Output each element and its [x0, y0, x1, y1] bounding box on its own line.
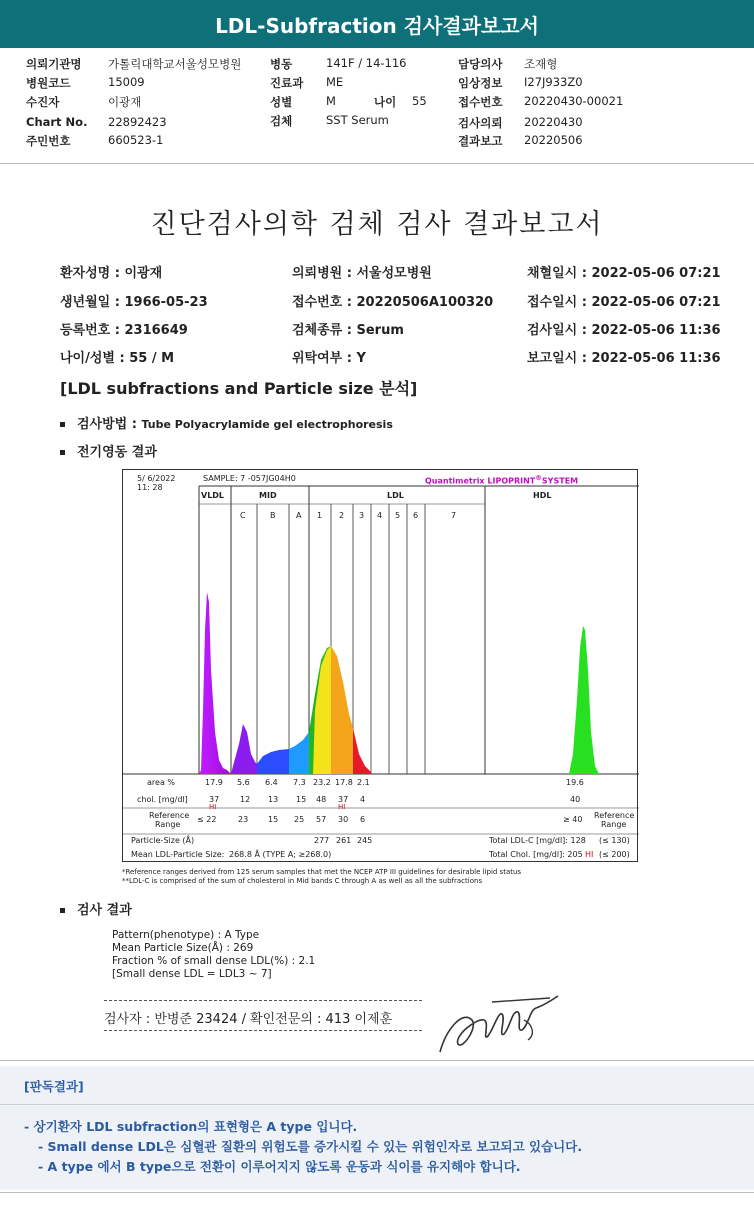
band-label: A [296, 511, 302, 520]
size-value: 261 [336, 836, 352, 845]
ref-value: ≤ 22 [197, 815, 217, 824]
signature-bottom-rule [104, 1030, 422, 1031]
receipt-number: 접수번호 : 20220506A100320 [292, 295, 494, 310]
electrophoresis-heading [60, 441, 157, 460]
age-sex: 나이/성별 : 55 / M [60, 351, 175, 366]
info-label: 검사의뢰 [458, 116, 503, 130]
info-label: 접수번호 [458, 95, 503, 109]
ref-label-2: Range [155, 820, 181, 829]
size-value: 277 [314, 836, 330, 845]
divider [0, 1060, 754, 1061]
lipoprint-chart [122, 469, 638, 862]
specimen-type: 검체종류 : Serum [292, 323, 404, 338]
area-value: 19.6 [566, 778, 584, 787]
registration-number: 등록번호 : 2316649 [60, 323, 188, 338]
info-label: 임상정보 [458, 76, 503, 90]
ref-value: 15 [268, 815, 279, 824]
info-value: I27J933Z0 [524, 75, 583, 89]
result-label: 검사 결과 [77, 903, 132, 918]
info-label: 검체 [270, 114, 293, 128]
chol-value: 4 [360, 795, 366, 804]
band-label: 4 [377, 511, 383, 520]
total-chol: Total Chol. [mg/dl]: 205 [489, 850, 583, 859]
ref-value: 57 [316, 815, 327, 824]
system-name: Quantimetrix LIPOPRINT®SYSTEM [425, 474, 579, 486]
info-value: 20220506 [524, 133, 583, 147]
bullet-icon [60, 908, 65, 913]
info-label: 의뢰기관명 [26, 57, 82, 71]
total-ldl: Total LDL-C [mg/dl]: 128 [489, 836, 586, 845]
bullet-icon [60, 450, 65, 455]
chol-value: 37 [338, 795, 349, 804]
chol-label: chol. [mg/dl] [137, 795, 188, 804]
divider [0, 163, 754, 164]
band-label: 1 [317, 511, 323, 520]
receipt-time: 접수일시 : 2022-05-06 07:21 [527, 295, 721, 310]
info-value: M [326, 94, 336, 108]
judgement-heading: [판독결과] [24, 1079, 84, 1094]
band-label: 2 [339, 511, 345, 520]
info-label: 결과보고 [458, 134, 503, 148]
bullet-icon [60, 422, 65, 427]
info-label: 주민번호 [26, 134, 71, 148]
sample-id: SAMPLE: 7 -057JG04H0 [203, 474, 296, 483]
electro-label: 전기영동 결과 [77, 445, 157, 460]
result-heading [60, 899, 132, 918]
chol-value: 13 [268, 795, 279, 804]
chol-value: 12 [240, 795, 251, 804]
chol-value: 48 [316, 795, 327, 804]
outsourced: 위탁여부 : Y [292, 351, 366, 366]
info-value: 가톨릭대학교서울성모병원 [108, 57, 242, 71]
report-time: 보고일시 : 2022-05-06 11:36 [527, 351, 721, 366]
area-value: 2.1 [357, 778, 370, 787]
chol-value: 37 [209, 795, 220, 804]
band-label: 6 [413, 511, 419, 520]
footnote: **LDL-C is comprised of the sum of cholesterol in Mid bands C through A as well as all the subfractions [122, 877, 483, 885]
signature-icon [432, 990, 562, 1060]
chart-date: 5/ 6/2022 [137, 474, 176, 483]
band-label: C [240, 511, 246, 520]
area-value: 6.4 [265, 778, 278, 787]
collection-time: 채혈일시 : 2022-05-06 07:21 [527, 266, 721, 281]
test-time: 검사일시 : 2022-05-06 11:36 [527, 323, 721, 338]
area-label: area % [147, 778, 175, 787]
area-value: 7.3 [293, 778, 306, 787]
info-value: 이광재 [108, 95, 142, 109]
group-vldl: VLDL [201, 491, 225, 500]
info-label: 수진자 [26, 95, 60, 109]
group-mid: MID [259, 491, 277, 500]
result-line: [Small dense LDL = LDL3 ~ 7] [112, 968, 272, 980]
band-label: 3 [359, 511, 365, 520]
info-label: 담당의사 [458, 57, 503, 71]
total-chol-flag: HI [585, 850, 594, 859]
signer-line: 검사자 : 반병준 23424 / 확인전문의 : 413 이제훈 [104, 1012, 393, 1027]
chol-value: 40 [570, 795, 581, 804]
info-label: Chart No. [26, 115, 88, 129]
header-title: LDL-Subfraction 검사결과보고서 [215, 13, 539, 38]
birth-date: 생년월일 : 1966-05-23 [60, 295, 208, 310]
info-label: 진료과 [270, 76, 304, 90]
section-title: [LDL subfractions and Particle size 분석] [60, 379, 418, 398]
electrophoresis-svg [123, 470, 639, 863]
info-value: 20220430 [524, 115, 583, 129]
ref-right-1: Reference [594, 811, 635, 820]
ref-right-2: Range [601, 820, 627, 829]
judgement-line: - 상기환자 LDL subfraction의 표현형은 A type 입니다. [24, 1119, 358, 1134]
method-value: Tube Polyacrylamide gel electrophoresis [141, 418, 393, 431]
area-value: 23.2 [313, 778, 331, 787]
method-line [60, 413, 393, 432]
info-value: ME [326, 75, 344, 89]
hi-flag: HI [338, 803, 346, 811]
total-chol-ref: (≤ 200) [599, 850, 630, 859]
info-value: 55 [412, 94, 427, 108]
judgement-divider [0, 1104, 754, 1105]
signature-top-rule [104, 1000, 422, 1001]
band-label: B [270, 511, 276, 520]
ref-value: 23 [238, 815, 249, 824]
info-value: 660523-1 [108, 133, 164, 147]
judgement-line: - A type 에서 B type으로 전환이 이루어지지 않도록 운동과 식이를 유지해야 합니다. [38, 1159, 521, 1174]
method-label: 검사방법 : [77, 417, 137, 432]
info-value: 조재형 [524, 57, 558, 71]
group-ldl: LDL [387, 491, 404, 500]
ref-label-1: Reference [149, 811, 190, 820]
ref-value: 30 [338, 815, 349, 824]
request-info-grid [0, 52, 754, 152]
result-line: Mean Particle Size(Å) : 269 [112, 942, 254, 954]
info-value: 141F / 14-116 [326, 56, 407, 70]
result-line: Pattern(phenotype) : A Type [112, 929, 260, 941]
group-hdl: HDL [533, 491, 552, 500]
band-label: 7 [451, 511, 457, 520]
mean-size-value: 268.8 Å (TYPE A; ≥268.0) [229, 850, 332, 859]
info-value: 15009 [108, 75, 145, 89]
judgement-line: - Small dense LDL은 심혈관 질환의 위험도를 증가시킬 수 있는 위험인자로 보고되고 있습니다. [38, 1139, 583, 1154]
chol-value: 15 [296, 795, 307, 804]
ref-value: 6 [360, 815, 366, 824]
area-value: 17.9 [205, 778, 223, 787]
ref-value: 25 [294, 815, 305, 824]
result-line: Fraction % of small dense LDL(%) : 2.1 [112, 955, 316, 967]
info-value: 22892423 [108, 115, 167, 129]
info-value: SST Serum [326, 113, 389, 127]
info-value: 20220430-00021 [524, 94, 624, 108]
info-label: 병원코드 [26, 76, 71, 90]
total-ldl-ref: (≤ 130) [599, 836, 630, 845]
report-title: 진단검사의학 검체 검사 결과보고서 [150, 209, 604, 240]
hi-flag: HI [209, 803, 217, 811]
area-value: 5.6 [237, 778, 250, 787]
ref-value: ≥ 40 [563, 815, 583, 824]
divider [0, 1192, 754, 1193]
patient-name: 환자성명 : 이광재 [60, 266, 163, 281]
footnote: *Reference ranges derived from 125 serum samples that met the NCEP ATP III guidelines for desirable lipid status [122, 868, 522, 876]
chart-time: 11: 28 [137, 483, 163, 492]
info-label: 성별 [270, 95, 293, 109]
mean-size-label: Mean LDL-Particle Size: [131, 850, 225, 859]
area-value: 17.8 [335, 778, 353, 787]
info-label: 병동 [270, 57, 293, 71]
size-label: Particle-Size (Å) [131, 836, 195, 845]
requesting-hospital: 의뢰병원 : 서울성모병원 [292, 266, 432, 281]
lab-report [0, 170, 754, 1060]
band-label: 5 [395, 511, 401, 520]
info-label: 나이 [374, 95, 397, 109]
report-title-bar [0, 0, 754, 48]
result-lines [112, 929, 315, 981]
size-value: 245 [357, 836, 373, 845]
